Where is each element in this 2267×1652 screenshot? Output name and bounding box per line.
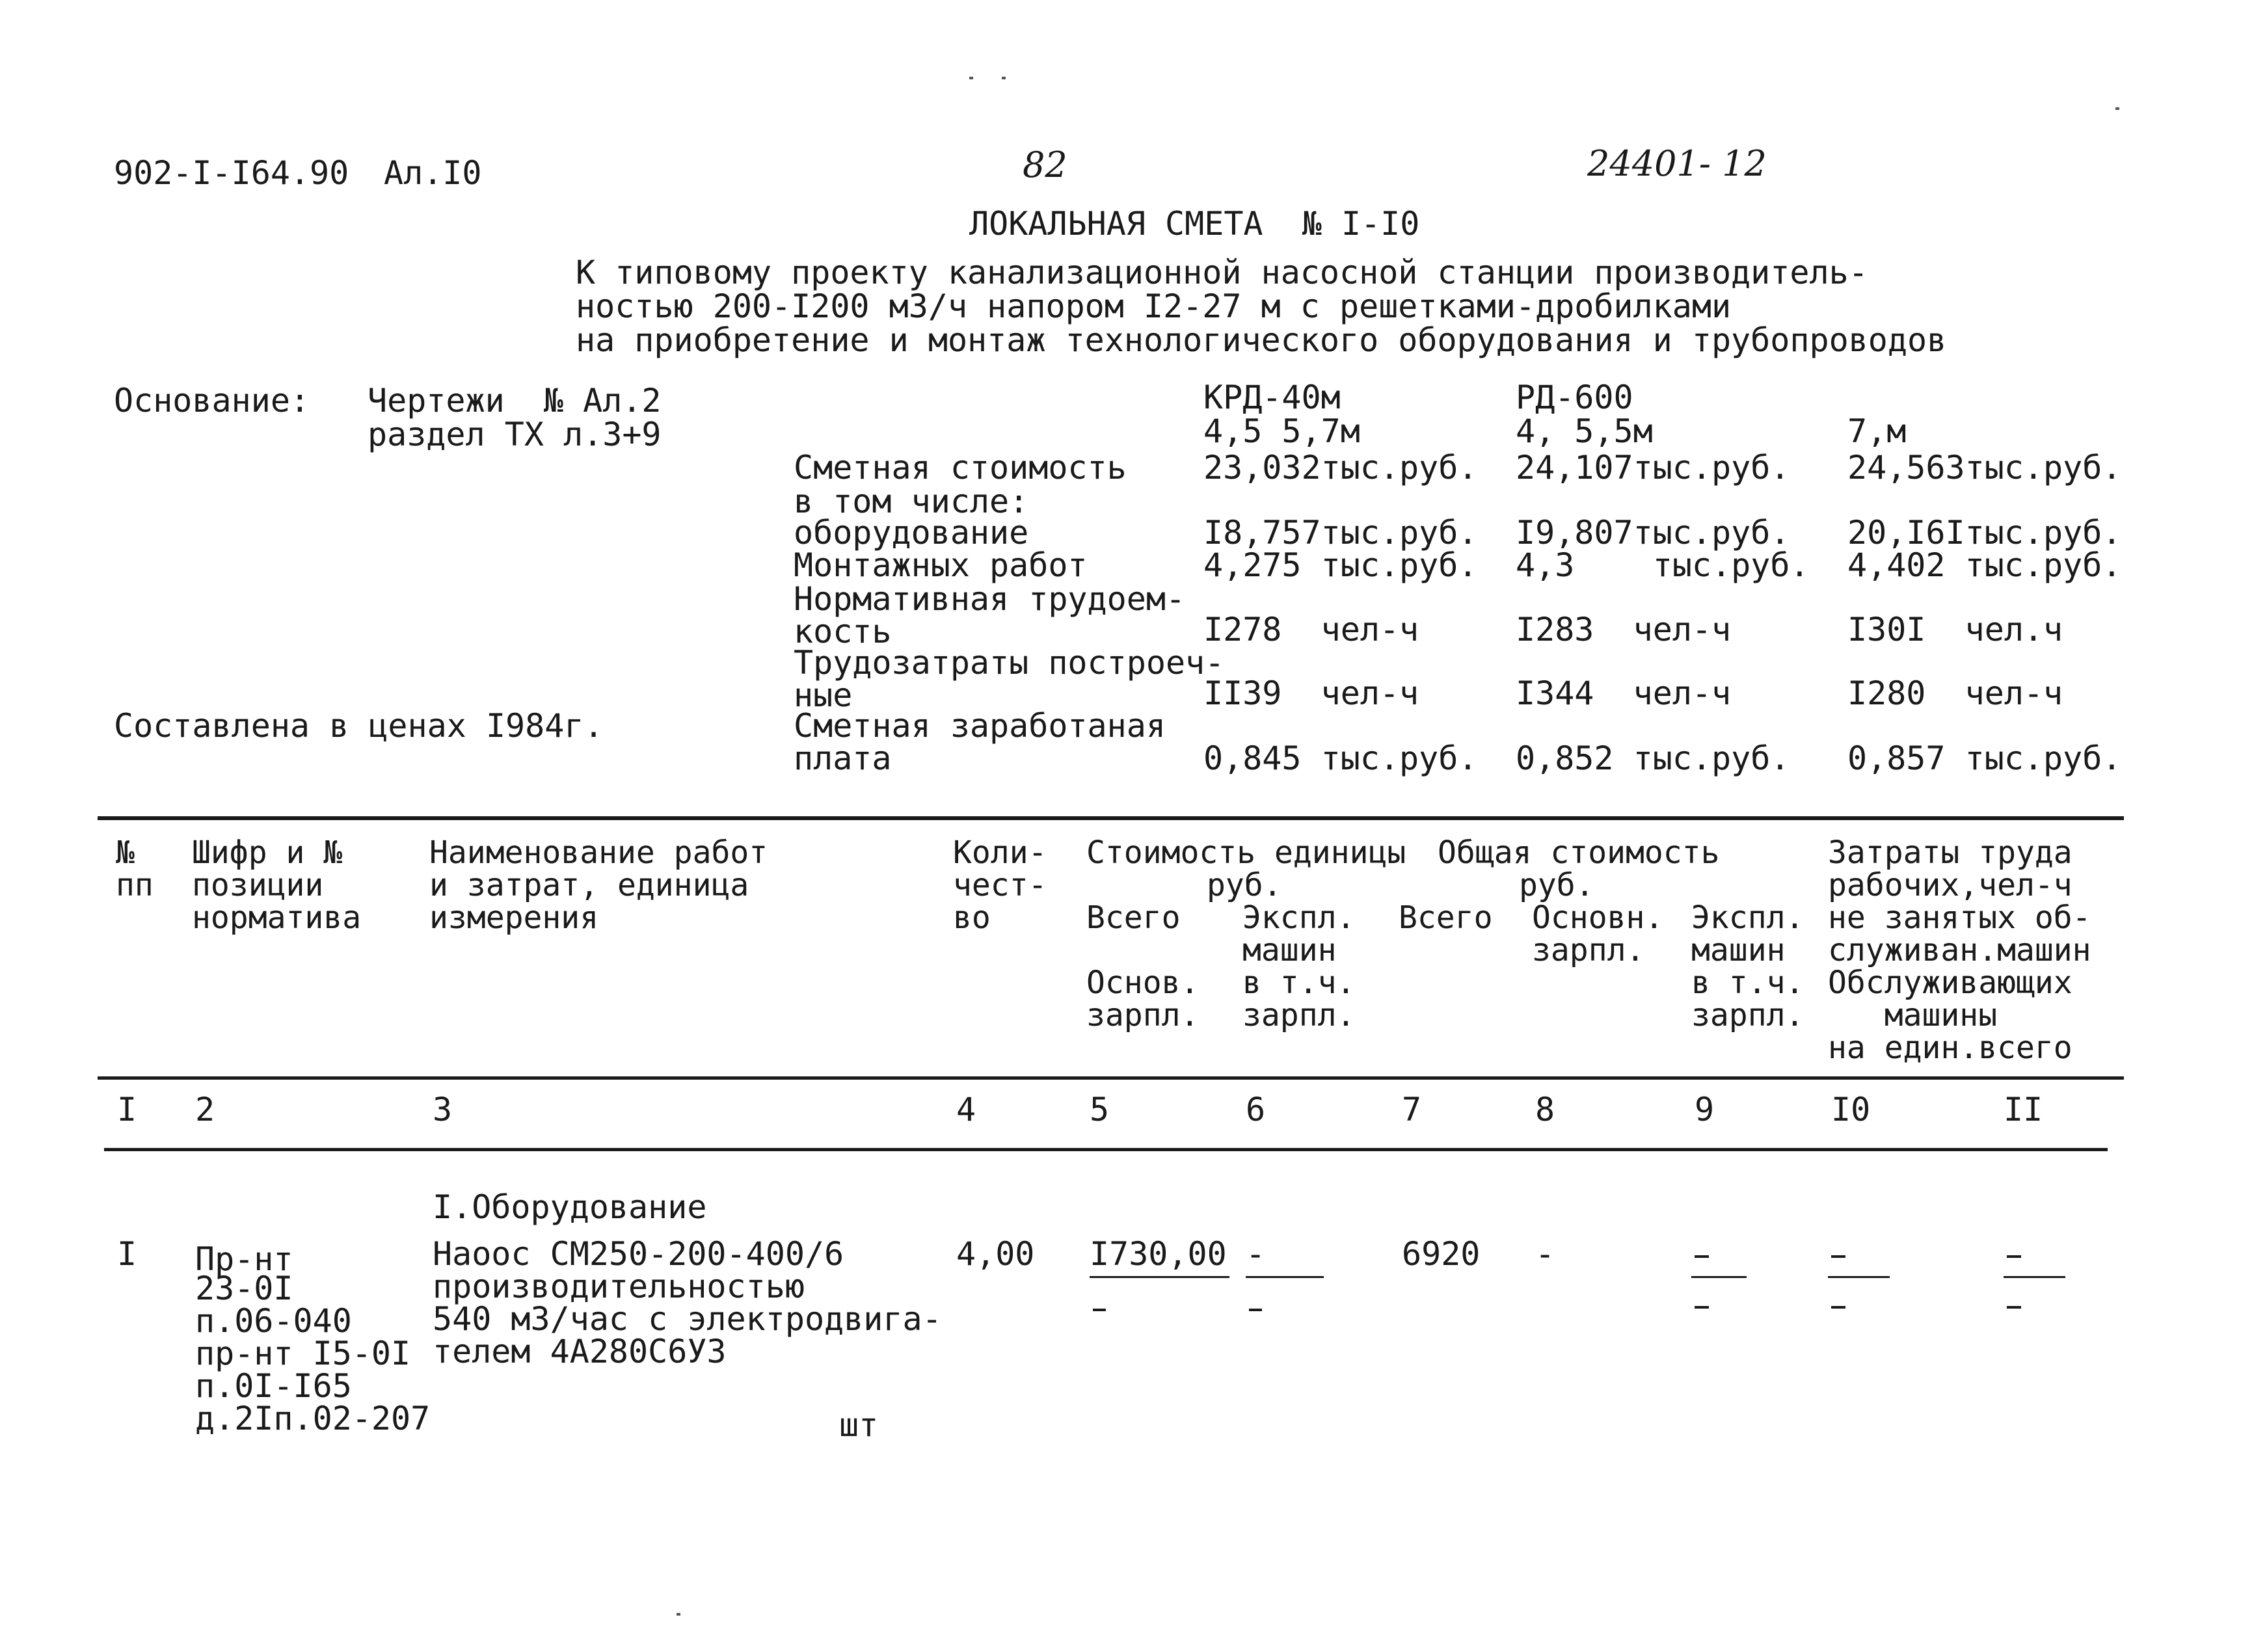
scan-speck — [2115, 107, 2119, 110]
row1-unit-mach: - — [1246, 1235, 1266, 1273]
document-title: ЛОКАЛЬНАЯ СМЕТА № I-I0 — [969, 205, 1420, 243]
dash — [1093, 1309, 1106, 1311]
h3-line2: и затрат, единица — [429, 867, 749, 903]
prices-basis: Составлена в ценах I984г. — [114, 707, 604, 745]
h10-line6: машины — [1828, 997, 1998, 1033]
install-v3: 4,402 тыс.руб. — [1847, 546, 2122, 584]
basis-line-2: раздел ТХ л.3+9 — [368, 416, 662, 453]
dash — [1695, 1255, 1709, 1258]
norm-v2: I283 чел-ч — [1516, 611, 1732, 648]
cost-v1: 23,032тыс.руб. — [1203, 449, 1478, 486]
header-bottom-rule — [98, 1076, 2124, 1080]
section-title: I.Оборудование — [433, 1188, 707, 1226]
variant-3-heads: 7,м — [1847, 412, 1907, 450]
labor-v1: II39 чел-ч — [1203, 674, 1419, 712]
label-labor-2: ные — [794, 676, 853, 714]
colnum-4: 4 — [956, 1091, 976, 1128]
col-numbers-rule — [104, 1148, 2108, 1151]
label-incl: в том числе: — [794, 483, 1029, 520]
variant-1-name: КРД-40м — [1203, 379, 1341, 416]
colnum-1: I — [117, 1091, 137, 1128]
label-install: Монтажных работ — [794, 546, 1088, 584]
dash-underline — [1828, 1276, 1890, 1278]
h-rub-unit: руб. — [1207, 867, 1282, 903]
h-total-cost: Общая стоимость — [1438, 834, 1720, 871]
h10-line7: на един.всего — [1828, 1030, 2072, 1066]
h10-line3: не занятых об- — [1828, 899, 2091, 936]
colnum-3: 3 — [433, 1091, 453, 1128]
h1-line1: № — [116, 834, 135, 871]
h2-line3: норматива — [192, 899, 362, 936]
norm-v3: I30I чел.ч — [1847, 611, 2063, 648]
h-rub-total: руб. — [1519, 867, 1594, 903]
wage-v1: 0,845 тыс.руб. — [1203, 739, 1478, 777]
h9-line4: зарпл. — [1691, 997, 1804, 1033]
norm-v1: I278 чел-ч — [1203, 611, 1419, 648]
label-equipment: оборудование — [794, 514, 1029, 552]
dash-underline — [1691, 1276, 1747, 1278]
dash-underline — [2004, 1276, 2065, 1278]
variant-2-heads: 4, 5,5м — [1516, 412, 1653, 450]
h9-line2: машин — [1691, 932, 1786, 968]
scan-speck — [969, 77, 973, 79]
row1-code-2: 23-0I — [195, 1270, 293, 1307]
dash — [2007, 1306, 2021, 1309]
colnum-2: 2 — [195, 1091, 215, 1128]
h6-line3: в т.ч. — [1242, 965, 1356, 1001]
colnum-11: II — [2004, 1091, 2043, 1128]
h2-line1: Шифр и № — [192, 834, 343, 871]
colnum-6: 6 — [1246, 1091, 1266, 1128]
row1-code-1: Пр-нт — [195, 1240, 293, 1278]
inventory-number: 24401- 12 — [1587, 143, 1767, 184]
basis-line-1: Чертежи № Ал.2 — [368, 382, 662, 420]
subtitle-line-1: К типовому проекту канализационной насосной станции производитель- — [576, 254, 1868, 291]
h4-line2: чест- — [953, 867, 1047, 903]
doc-code: 902-I-I64.90 — [114, 154, 349, 192]
row1-name-4: телем 4А280С6У3 — [433, 1333, 727, 1370]
row1-unit-total: I730,00 — [1090, 1235, 1227, 1273]
row1-code-5: п.0I-I65 — [195, 1367, 352, 1405]
wage-v3: 0,857 тыс.руб. — [1847, 739, 2122, 777]
colnum-9: 9 — [1695, 1091, 1715, 1128]
cost-v3: 24,563тыс.руб. — [1847, 449, 2122, 486]
subtitle-line-2: ностью 200-I200 м3/ч напором I2-27 м с решетками-дробилками — [576, 287, 1732, 325]
h10-line5: Обслуживающих — [1828, 965, 2072, 1001]
colnum-5: 5 — [1090, 1091, 1110, 1128]
row1-num: I — [117, 1235, 137, 1273]
label-cost: Сметная стоимость — [794, 449, 1127, 486]
row1-total: 6920 — [1402, 1235, 1481, 1273]
h2-line2: позиции — [192, 867, 324, 903]
labor-v3: I280 чел-ч — [1847, 674, 2063, 712]
label-wage-2: плата — [794, 739, 892, 777]
scan-speck — [677, 1613, 680, 1616]
colnum-8: 8 — [1535, 1091, 1555, 1128]
colnum-7: 7 — [1402, 1091, 1422, 1128]
h3-line3: измерения — [429, 899, 599, 936]
variant-2-name: РД-600 — [1516, 379, 1633, 416]
h-unit-cost: Стоимость единицы — [1086, 834, 1406, 871]
h5-wage-1: Основ. — [1086, 965, 1200, 1001]
album-number: Ал.I0 — [384, 154, 482, 192]
install-v2: 4,3 тыс.руб. — [1516, 546, 1810, 584]
equipment-v2: I9,807тыс.руб. — [1516, 514, 1790, 552]
row1-total-wage: - — [1535, 1235, 1555, 1273]
labor-v2: I344 чел-ч — [1516, 674, 1732, 712]
subtitle-line-3: на приобретение и монтаж технологического оборудования и трубопроводов — [576, 321, 1947, 359]
h8-line1: Основн. — [1532, 899, 1664, 936]
page-number: 82 — [1023, 144, 1067, 185]
row1-code-4: пр-нт I5-0I — [195, 1335, 411, 1372]
basis-label: Основание: — [114, 382, 310, 420]
row1-name-1: Наоос СМ250-200-400/6 — [433, 1235, 844, 1273]
row1-name-2: производительностью — [433, 1268, 805, 1305]
scan-speck — [1002, 77, 1006, 79]
h1-line2: пп — [116, 867, 154, 903]
h6-line2: машин — [1242, 932, 1337, 968]
label-norm-1: Нормативная трудоем- — [794, 580, 1186, 618]
colnum-10: I0 — [1831, 1091, 1871, 1128]
row1-code-6: д.2Iп.02-207 — [195, 1400, 431, 1437]
label-norm-2: кость — [794, 613, 892, 650]
dash — [1249, 1309, 1262, 1311]
row1-code-3: п.06-040 — [195, 1302, 352, 1340]
dash — [1695, 1306, 1709, 1309]
equipment-v1: I8,757тыс.руб. — [1203, 514, 1478, 552]
h4-line1: Коли- — [953, 834, 1047, 871]
h10-line1: Затраты труда — [1828, 834, 2072, 871]
h9-line1: Экспл. — [1691, 899, 1804, 936]
variant-1-heads: 4,5 5,7м — [1203, 412, 1360, 450]
label-labor-1: Трудозатраты построеч- — [794, 644, 1225, 682]
row1-unit-total-underline — [1090, 1276, 1229, 1278]
cost-v2: 24,107тыс.руб. — [1516, 449, 1790, 486]
equipment-v3: 20,I6Iтыс.руб. — [1847, 514, 2122, 552]
h5-wage-2: зарпл. — [1086, 997, 1200, 1033]
row1-unit: шт — [839, 1406, 879, 1444]
h5-total: Всего — [1086, 899, 1181, 936]
dash — [1831, 1255, 1845, 1258]
h8-line2: зарпл. — [1532, 932, 1645, 968]
dash — [1831, 1306, 1845, 1309]
h10-line4: служиван.машин — [1828, 932, 2091, 968]
install-v1: 4,275 тыс.руб. — [1203, 546, 1478, 584]
wage-v2: 0,852 тыс.руб. — [1516, 739, 1790, 777]
row1-qty: 4,00 — [956, 1235, 1035, 1273]
h7-total: Всего — [1399, 899, 1493, 936]
h10-line2: рабочих,чел-ч — [1828, 867, 2072, 903]
label-wage-1: Сметная заработаная — [794, 707, 1166, 745]
row1-unit-mach-underline — [1246, 1276, 1324, 1278]
h9-line3: в т.ч. — [1691, 965, 1804, 1001]
row1-name-3: 540 м3/час с электродвига- — [433, 1300, 942, 1338]
h4-line3: во — [953, 899, 991, 936]
dash — [2007, 1255, 2021, 1258]
h6-line1: Экспл. — [1242, 899, 1356, 936]
table-top-rule — [98, 816, 2124, 820]
h3-line1: Наименование работ — [429, 834, 768, 871]
h6-line4: зарпл. — [1242, 997, 1356, 1033]
